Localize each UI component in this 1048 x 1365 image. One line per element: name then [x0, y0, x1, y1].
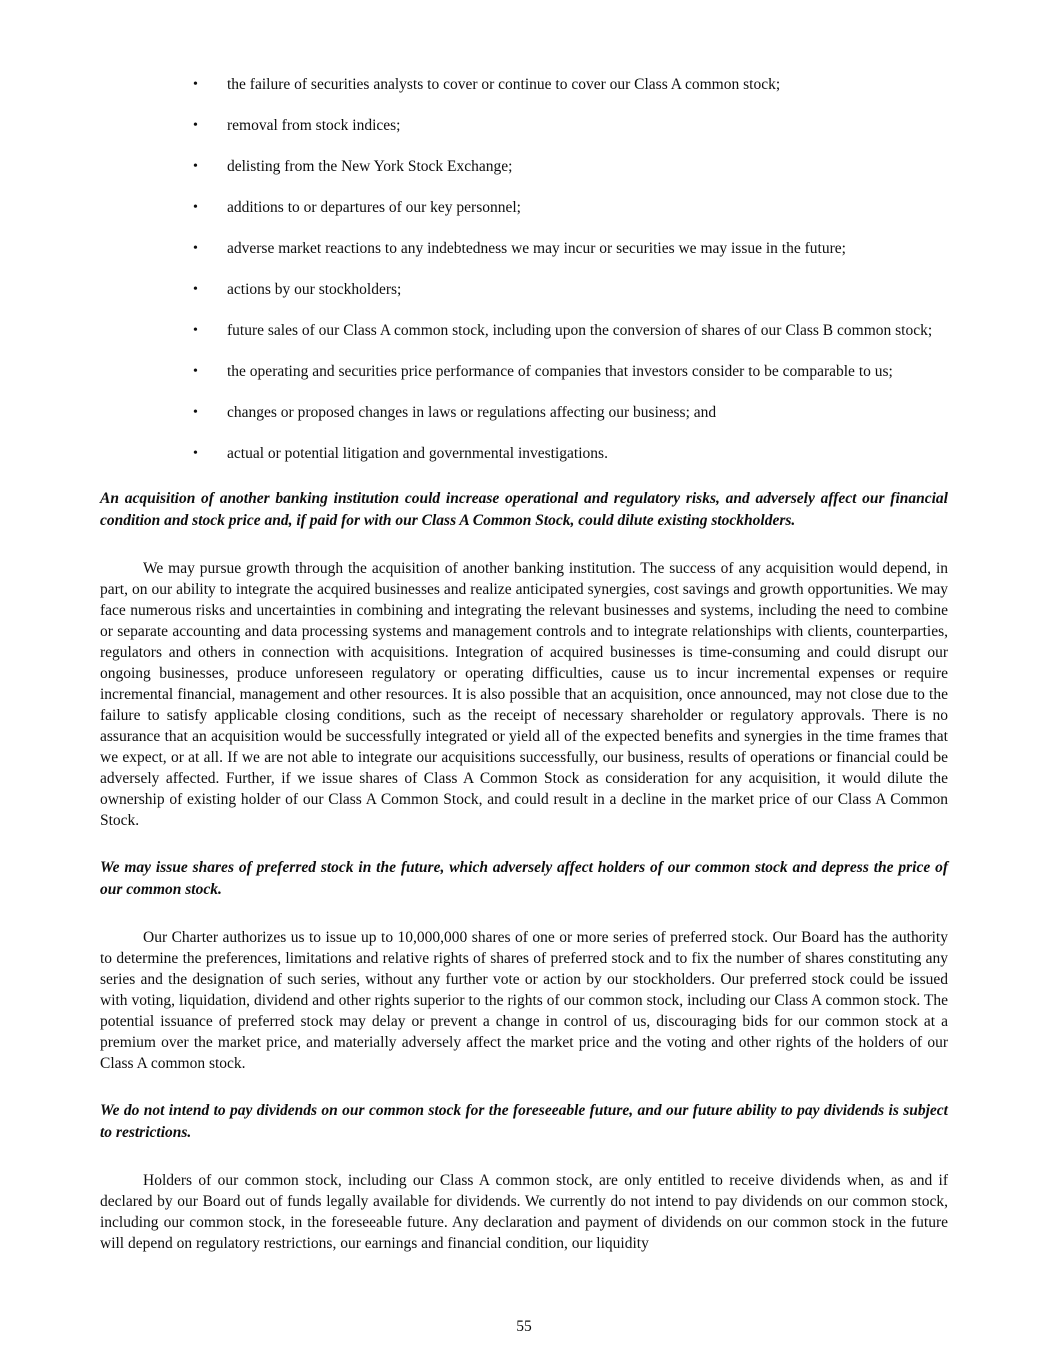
bullet-text: delisting from the New York Stock Exchange; [227, 158, 513, 175]
bullet-text: actions by our stockholders; [227, 281, 402, 298]
bullet-icon: • [193, 446, 198, 461]
bullet-icon: • [193, 241, 198, 256]
section-heading: We may issue shares of preferred stock in the future, which adversely affect holders of our common stock and depress the price of our common stock. [100, 859, 948, 898]
bullet-text: future sales of our Class A common stock, including upon the conversion of shares of our Class B common stock; [227, 322, 933, 339]
bullet-text: actual or potential litigation and governmental investigations. [227, 445, 608, 462]
bullet-item [100, 279, 948, 300]
bullet-item [100, 443, 948, 464]
bullet-icon: • [193, 118, 198, 133]
page-number: 55 [516, 1318, 532, 1335]
bullet-item [100, 156, 948, 177]
bullet-text: additions to or departures of our key personnel; [227, 199, 521, 216]
bullet-icon: • [193, 364, 198, 379]
bullet-item [100, 197, 948, 218]
bullet-icon: • [193, 323, 198, 338]
bullet-icon: • [193, 77, 198, 92]
section-heading: An acquisition of another banking institution could increase operational and regulatory risks, and adversely affect our financial condition and stock price and, if paid for with our Class A Common Stock, could dilute existing stockholders. [100, 490, 948, 529]
bullet-item [100, 361, 948, 382]
section-paragraph: Holders of our common stock, including our Class A common stock, are only entitled to receive dividends when, as and if declared by our Board out of funds legally available for dividends. We currently do not intend to pay dividends on our common stock, including our common stock, in the foreseeable future. Any declaration and payment of dividends on our common stock in the future will depend on regulatory restrictions, our earnings and financial condition, our liquidity [100, 1172, 948, 1252]
bullet-icon: • [193, 159, 198, 174]
section-paragraph: Our Charter authorizes us to issue up to 10,000,000 shares of one or more series of preferred stock. Our Board has the authority to determine the preferences, limitations and relative rights of shares of preferred stock and to fix the number of shares constituting any series and the designation of such series, without any further vote or action by our stockholders. Our preferred stock could be issued with voting, liquidation, dividend and other rights superior to the rights of our common stock, including our Class A common stock. The potential issuance of preferred stock may delay or prevent a change in control of us, discouraging bids for our common stock at a premium over the market price, and materially adversely affect the market price and the voting and other rights of the holders of our Class A common stock. [100, 929, 948, 1072]
bullet-icon: • [193, 405, 198, 420]
bullet-icon: • [193, 282, 198, 297]
section-heading: We do not intend to pay dividends on our common stock for the foreseeable future, and our future ability to pay dividends is subject to restrictions. [100, 1102, 948, 1141]
bullet-text: removal from stock indices; [227, 117, 401, 134]
risk-section-acquisition [100, 488, 948, 831]
section-paragraph: We may pursue growth through the acquisition of another banking institution. The success of any acquisition would depend, in part, on our ability to integrate the acquired businesses and realize anticipated synergies, cost savings and growth opportunities. We may face numerous risks and uncertainties in combining and integrating the relevant businesses and systems, including the need to combine or separate accounting and data processing systems and management controls and to integrate relationships with clients, counterparties, regulators and others in connection with acquisitions. Integration of acquired businesses is time-consuming and could disrupt our ongoing businesses, produce unforeseen regulatory or operating difficulties, cause us to incur incremental expenses or require incremental financial, management and other resources. It is also possible that an acquisition, once announced, may not close due to the failure to satisfy applicable closing conditions, such as the receipt of necessary shareholder or regulatory approvals. There is no assurance that an acquisition would be successfully integrated or yield all of the expected benefits and synergies in the time frames that we expect, or at all. If we are not able to integrate our acquisitions successfully, our business, results of operations or financial could be adversely affected. Further, if we issue shares of Class A Common Stock as consideration for any acquisition, it would dilute the ownership of existing holder of our Class A Common Stock, and could result in a decline in the market price of our Class A Common Stock. [100, 560, 948, 829]
bullet-text: adverse market reactions to any indebtedness we may incur or securities we may issue in the future; [227, 240, 846, 257]
bullet-text: the failure of securities analysts to cover or continue to cover our Class A common stock; [227, 76, 781, 93]
bullet-item [100, 115, 948, 136]
risk-section-dividends [100, 1100, 948, 1254]
bullet-item [100, 320, 948, 341]
bullet-item [100, 402, 948, 423]
bullet-text: changes or proposed changes in laws or regulations affecting our business; and [227, 404, 717, 421]
bullet-item [100, 74, 948, 95]
bullet-item [100, 238, 948, 259]
risk-section-preferred-stock [100, 857, 948, 1074]
bullet-icon: • [193, 200, 198, 215]
risk-factor-bullet-list [100, 74, 948, 464]
bullet-text: the operating and securities price performance of companies that investors consider to be comparable to us; [227, 363, 893, 380]
